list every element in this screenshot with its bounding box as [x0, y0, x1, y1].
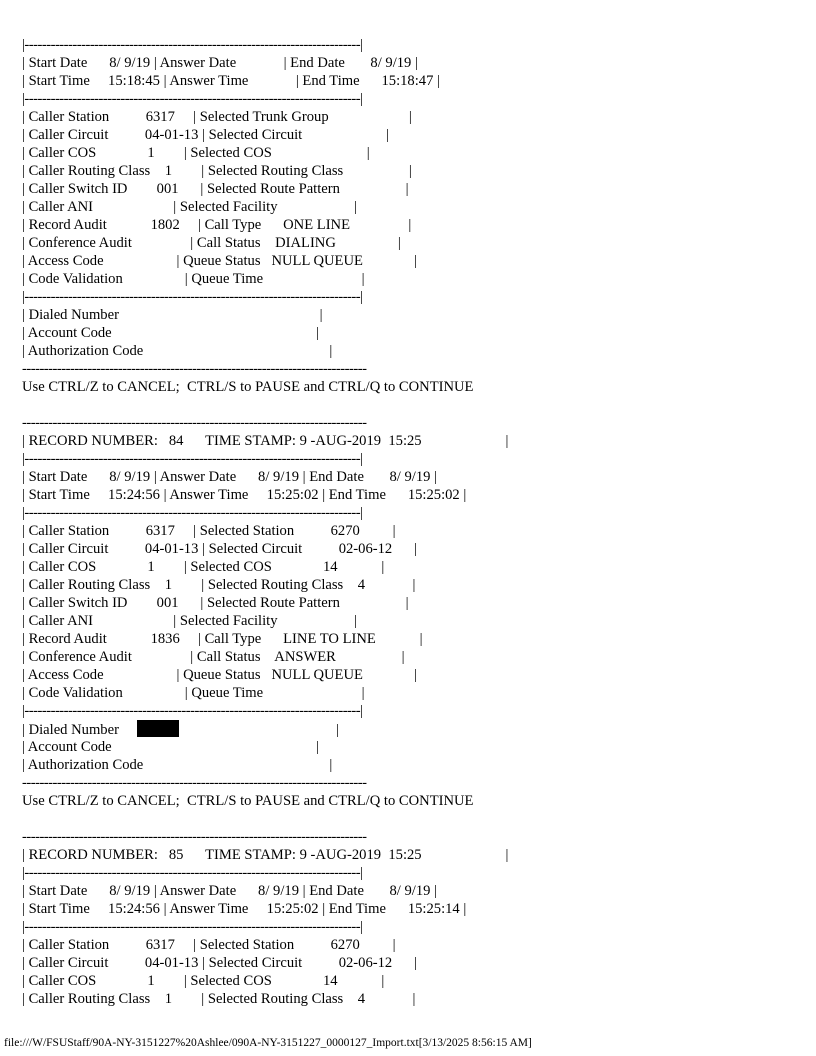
text-line	[22, 810, 802, 828]
text-line: | Caller COS 1 | Selected COS 14 |	[22, 559, 385, 575]
text-line: | Caller Circuit 04-01-13 | Selected Circuit |	[22, 127, 390, 143]
file-path-footer: file:///W/FSUStaff/90A-NY-3151227%20Ashlee/090A-NY-3151227_0000127_Import.txt[3/13/2025 8:56:15 AM]	[4, 1037, 532, 1049]
text-line: |-----------------------------------------------------------------------------|	[22, 91, 363, 107]
text-line: | Dialed Number |	[22, 307, 323, 323]
text-line: | Caller Station 6317 | Selected Trunk Group |	[22, 109, 412, 125]
text-line: | Caller COS 1 | Selected COS 14 |	[22, 973, 385, 989]
text-line: | Start Date 8/ 9/19 | Answer Date | End Date 8/ 9/19 |	[22, 55, 418, 71]
record-block-85	[22, 846, 802, 1008]
text-line: Use CTRL/Z to CANCEL; CTRL/S to PAUSE and CTRL/Q to CONTINUE	[22, 379, 474, 395]
document-page	[22, 36, 802, 1008]
text-line: |-----------------------------------------------------------------------------|	[22, 865, 363, 881]
text-line: | Authorization Code |	[22, 757, 333, 773]
redaction-box	[137, 720, 179, 737]
text-line: -------------------------------------------------------------------------------	[22, 415, 367, 431]
text-line: | Caller ANI | Selected Facility |	[22, 613, 358, 629]
text-line: | Caller Station 6317 | Selected Station 6270 |	[22, 523, 396, 539]
text-line: -------------------------------------------------------------------------------	[22, 361, 367, 377]
text-line: |-----------------------------------------------------------------------------|	[22, 703, 363, 719]
text-line: | Account Code |	[22, 325, 319, 341]
text-line	[22, 396, 802, 414]
text-line: | Caller Routing Class 1 | Selected Routing Class 4 |	[22, 991, 416, 1007]
dialed-number-label: | Dialed Number	[22, 722, 138, 738]
text-line: | Start Time 15:18:45 | Answer Time | End Time 15:18:47 |	[22, 73, 440, 89]
text-line: | Code Validation | Queue Time |	[22, 271, 365, 287]
text-line: Use CTRL/Z to CANCEL; CTRL/S to PAUSE and CTRL/Q to CONTINUE	[22, 793, 474, 809]
text-line: |-----------------------------------------------------------------------------|	[22, 505, 363, 521]
text-line: | Caller Routing Class 1 | Selected Routing Class 4 |	[22, 577, 416, 593]
text-line: | Conference Audit | Call Status ANSWER |	[22, 649, 405, 665]
text-line: | Conference Audit | Call Status DIALING |	[22, 235, 401, 251]
record-block-previous	[22, 36, 802, 432]
text-line: |-----------------------------------------------------------------------------|	[22, 919, 363, 935]
text-line: | Caller Switch ID 001 | Selected Route Pattern |	[22, 595, 409, 611]
record-header: | RECORD NUMBER: 84 TIME STAMP: 9 -AUG-2019 15:25 |	[22, 433, 509, 449]
text-line: | Start Date 8/ 9/19 | Answer Date 8/ 9/19 | End Date 8/ 9/19 |	[22, 883, 437, 899]
record-header: | RECORD NUMBER: 85 TIME STAMP: 9 -AUG-2019 15:25 |	[22, 847, 509, 863]
text-line: | Start Time 15:24:56 | Answer Time 15:25:02 | End Time 15:25:14 |	[22, 901, 467, 917]
text-line: | Access Code | Queue Status NULL QUEUE |	[22, 253, 417, 269]
text-line: |-----------------------------------------------------------------------------|	[22, 37, 363, 53]
text-line: | Access Code | Queue Status NULL QUEUE |	[22, 667, 417, 683]
text-line: -------------------------------------------------------------------------------	[22, 829, 367, 845]
text-line: | Caller Circuit 04-01-13 | Selected Circuit 02-06-12 |	[22, 955, 418, 971]
text-line: | Caller Station 6317 | Selected Station 6270 |	[22, 937, 396, 953]
text-line: | Authorization Code |	[22, 343, 333, 359]
dialed-number-tail: |	[179, 722, 339, 738]
text-line: | Caller Circuit 04-01-13 | Selected Circuit 02-06-12 |	[22, 541, 418, 557]
text-line: | Code Validation | Queue Time |	[22, 685, 365, 701]
text-line: | Caller Routing Class 1 | Selected Routing Class |	[22, 163, 412, 179]
text-line: | Record Audit 1836 | Call Type LINE TO LINE |	[22, 631, 423, 647]
text-line: |-----------------------------------------------------------------------------|	[22, 289, 363, 305]
record-block-84	[22, 432, 802, 846]
text-line: -------------------------------------------------------------------------------	[22, 775, 367, 791]
text-line: | Caller ANI | Selected Facility |	[22, 199, 358, 215]
text-line: | Start Date 8/ 9/19 | Answer Date 8/ 9/19 | End Date 8/ 9/19 |	[22, 469, 437, 485]
text-line: | Start Time 15:24:56 | Answer Time 15:25:02 | End Time 15:25:02 |	[22, 487, 467, 503]
text-line: |-----------------------------------------------------------------------------|	[22, 451, 363, 467]
text-line: | Account Code |	[22, 739, 319, 755]
dialed-number-line	[22, 720, 802, 738]
text-line: | Caller Switch ID 001 | Selected Route Pattern |	[22, 181, 409, 197]
text-line: | Caller COS 1 | Selected COS |	[22, 145, 370, 161]
text-line: | Record Audit 1802 | Call Type ONE LINE |	[22, 217, 412, 233]
